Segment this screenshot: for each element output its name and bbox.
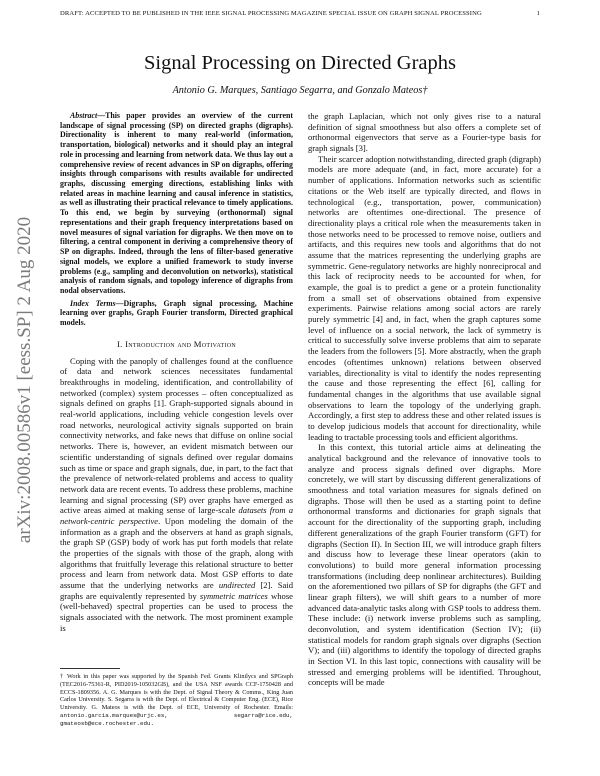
running-head: DRAFT: ACCEPTED TO BE PUBLISHED IN THE IEEE SIGNAL PROCESSING MAGAZINE SPECIAL ISSUE ON GRAPH SIGNAL PROCESSING bbox=[60, 10, 482, 17]
abstract-text: —This paper provides an overview of the current landscape of signal processing (SP) on directed graphs (digraphs). Directionality is inherent to many real-world (information, transportation, biological) networks and it should play an integral role in processing and learning from network data. We thus lay out a comprehensive review of recent advances in SP on digraphs, offering insights through comparisons with results available for undirected graphs, discussing emerging directions, establishing links with related areas in machine learning and causal inference in statistics, as well as illustrating their practical relevance to timely applications. To this end, we begin by surveying (orthonormal) signal representations and their graph frequency interpretations based on novel measures of signal variation for digraphs. We then move on to filtering, a central component in deriving a comprehensive theory of SP on digraphs. Indeed, through the lens of filter-based generative signal models, we explore a unified framework to study inverse problems (e.g., sampling and deconvolution on networks), statistical analysis of random signals, and topology inference of digraphs from nodal observations. bbox=[60, 111, 293, 295]
right-column bbox=[308, 111, 541, 688]
paragraph-text: whose (well-behaved) spectral properties can be used to process the signals associated with the network. The most prominent example is bbox=[60, 590, 293, 633]
index-terms-label: Index Terms bbox=[70, 298, 116, 308]
footnote bbox=[60, 673, 293, 728]
page-number: 1 bbox=[536, 10, 540, 17]
arxiv-id: arXiv:2008.00586v1 [eess.SP] 2 Aug 2020 bbox=[14, 216, 35, 544]
paragraph-text: [2]. Said graphs are equivalently represented by bbox=[60, 580, 293, 601]
paragraph-text: . Upon modeling the domain of the information as a graph and the observers at hand as graph signals, the graph SP (GSP) body of work has put forth models that relate the properties of the signals with those of the graph, along with algorithms that fruitfully leverage this relational structure to better process and learn from network data. Most GSP efforts to date assume that the underlying networks are bbox=[60, 515, 294, 591]
emphasis-text: datasets from a network-centric perspective bbox=[60, 505, 293, 526]
emphasis-text: undirected bbox=[218, 580, 256, 591]
section-heading: I. Introduction and Motivation bbox=[116, 338, 237, 349]
footnote-emails: antonio.garcia.marques@urjc.es, segarra@rice.edu, bbox=[60, 712, 293, 720]
emphasis-text: symmetric matrices bbox=[199, 590, 268, 601]
paper-title: Signal Processing on Directed Graphs bbox=[144, 52, 456, 74]
paragraph: Their scarcer adoption notwithstanding, directed graph (digraph) models are more adequate (and, in fact, more accurate) for a number of applications. Information networks such as scientific citations or the Web itself are typically directed, and flows in technological (e.g., transportation, power, communication) networks are oftentimes one-directional. The presence of directionality plays a critical role when the measurements taken in those networks need to be processed to remove noise, outliers and artifacts, and this requires new tools and algorithms that do not assume that the matrices representing the underlying graphs are symmetric. Gene-regulatory networks are highly nonreciprocal and this lack of reciprocity needs to be accounted for when, for example, the goal is to predict a gene or a protein functionality from a small set of observations obtained from expensive experiments. Pairwise relations among social actors are rarely purely symmetric [4] and, in fact, when the graph captures some level of influence on a social network, the lack of symmetry is critical to successfully solve inverse problems that aim to separate the leaders from the followers [5]. More abstractly, when the graph encodes (oftentimes unknown) relations between observed variables, directionality is vital to identify the nodes representing the cause and those representing the effect [6], calling for fundamental changes in the algorithms that use available signal observations to learn the topology of the underlying graph. Accordingly, a first step to address these and other related issues is to develop judicious models that account for directionality, while leading to tractable processing tools and efficient algorithms. bbox=[308, 153, 541, 442]
index-terms-text: —Digraphs, Graph signal processing, Machine learning over graphs, Graph Fourier transform, Directed graphical models. bbox=[60, 298, 293, 328]
left-column bbox=[60, 111, 293, 634]
paragraph-text: Coping with the panoply of challenges found at the confluence of data and network sciences necessitates fundamental breakthroughs in modeling, identification, and controllability of networked (complex) system processes – often conceptualized as signals defined on graphs [1]. Graph-supported signals abound in real-world applications, including vehicle congestion levels over road networks, neurological activity signals supported on brain connectivity networks, and fake news that diffuse on online social networks. There is, however, an evident mismatch between our scientific understanding of signals defined over regular domains such as time or space and graph signals, due, in part, to the fact that the prevalence of network-related problems and access to quality network data are recent events. To address these problems, machine learning and signal processing (SP) over graphs have emerged as active areas aimed at making sense of large-scale bbox=[60, 355, 293, 516]
index-terms bbox=[60, 299, 293, 328]
paragraph: the graph Laplacian, which not only gives rise to a natural definition of signal smoothness but also offers a complete set of orthonormal eigenvectors that serve as a Fourier-type basis for graph signals [3]. bbox=[308, 111, 541, 154]
running-header bbox=[60, 10, 540, 22]
footnote-emails: gmateosb@ece.rochester.edu. bbox=[60, 719, 154, 727]
abstract-label: Abstract bbox=[70, 111, 98, 120]
footnote-rule bbox=[60, 668, 120, 669]
abstract bbox=[60, 111, 293, 296]
author-list: Antonio G. Marques, Santiago Segarra, and Gonzalo Mateos† bbox=[172, 85, 428, 96]
arxiv-sidebar bbox=[12, 185, 38, 575]
paragraph: In this context, this tutorial article aims at delineating the analytical background and the relevance of innovative tools to analyze and process signals defined over digraphs. More concretely, we will start by discussing different generalizations of smoothness and total variation measures for signals defined on digraphs. Those will then be used as a starting point to define orthonormal transforms and dictionaries for graph signals that account for the directionality of the supporting graph, including different generalizations of the graph Fourier transform (GFT) for digraphs (Section II). In Section III, we will introduce graph filters and discuss how to leverage these linear operators (akin to convolutions) to build more general information processing transformations (including deep nonlinear architectures). Building on the aforementioned two pillars of SP for digraphs (the GFT and linear graph filters), we will shift gears to a number of more advanced data-analytic tasks along with GSP tools to address them. These include: (i) network inverse problems such as sampling, deconvolution, and system identification (Section IV); (ii) statistical models for random graph signals over digraphs (Section V); and (iii) algorithms to identify the topology of directed graphs in Section VI. In this last topic, connections with causality will be stressed and emerging problems will be identified. Throughout, concepts will be made bbox=[308, 442, 541, 688]
footnote-text: † Work in this paper was supported by the Spanish Fed. Grants Klinilycs and SPGraph (TEC2016-75361-R, PID2019-105032GB), and the USA NSF awards CCF-1750428 and ECCS-1809356. A. G. Marques is with the Dept. of Signal Theory & Comms., King Juan Carlos University. S. Segarra is with the Dept. of Electrical & Computer Eng. (ECE), Rice University. G. Mateos is with the Dept. of ECE, University of Rochester. Emails: bbox=[60, 673, 293, 712]
paragraph bbox=[60, 356, 293, 634]
